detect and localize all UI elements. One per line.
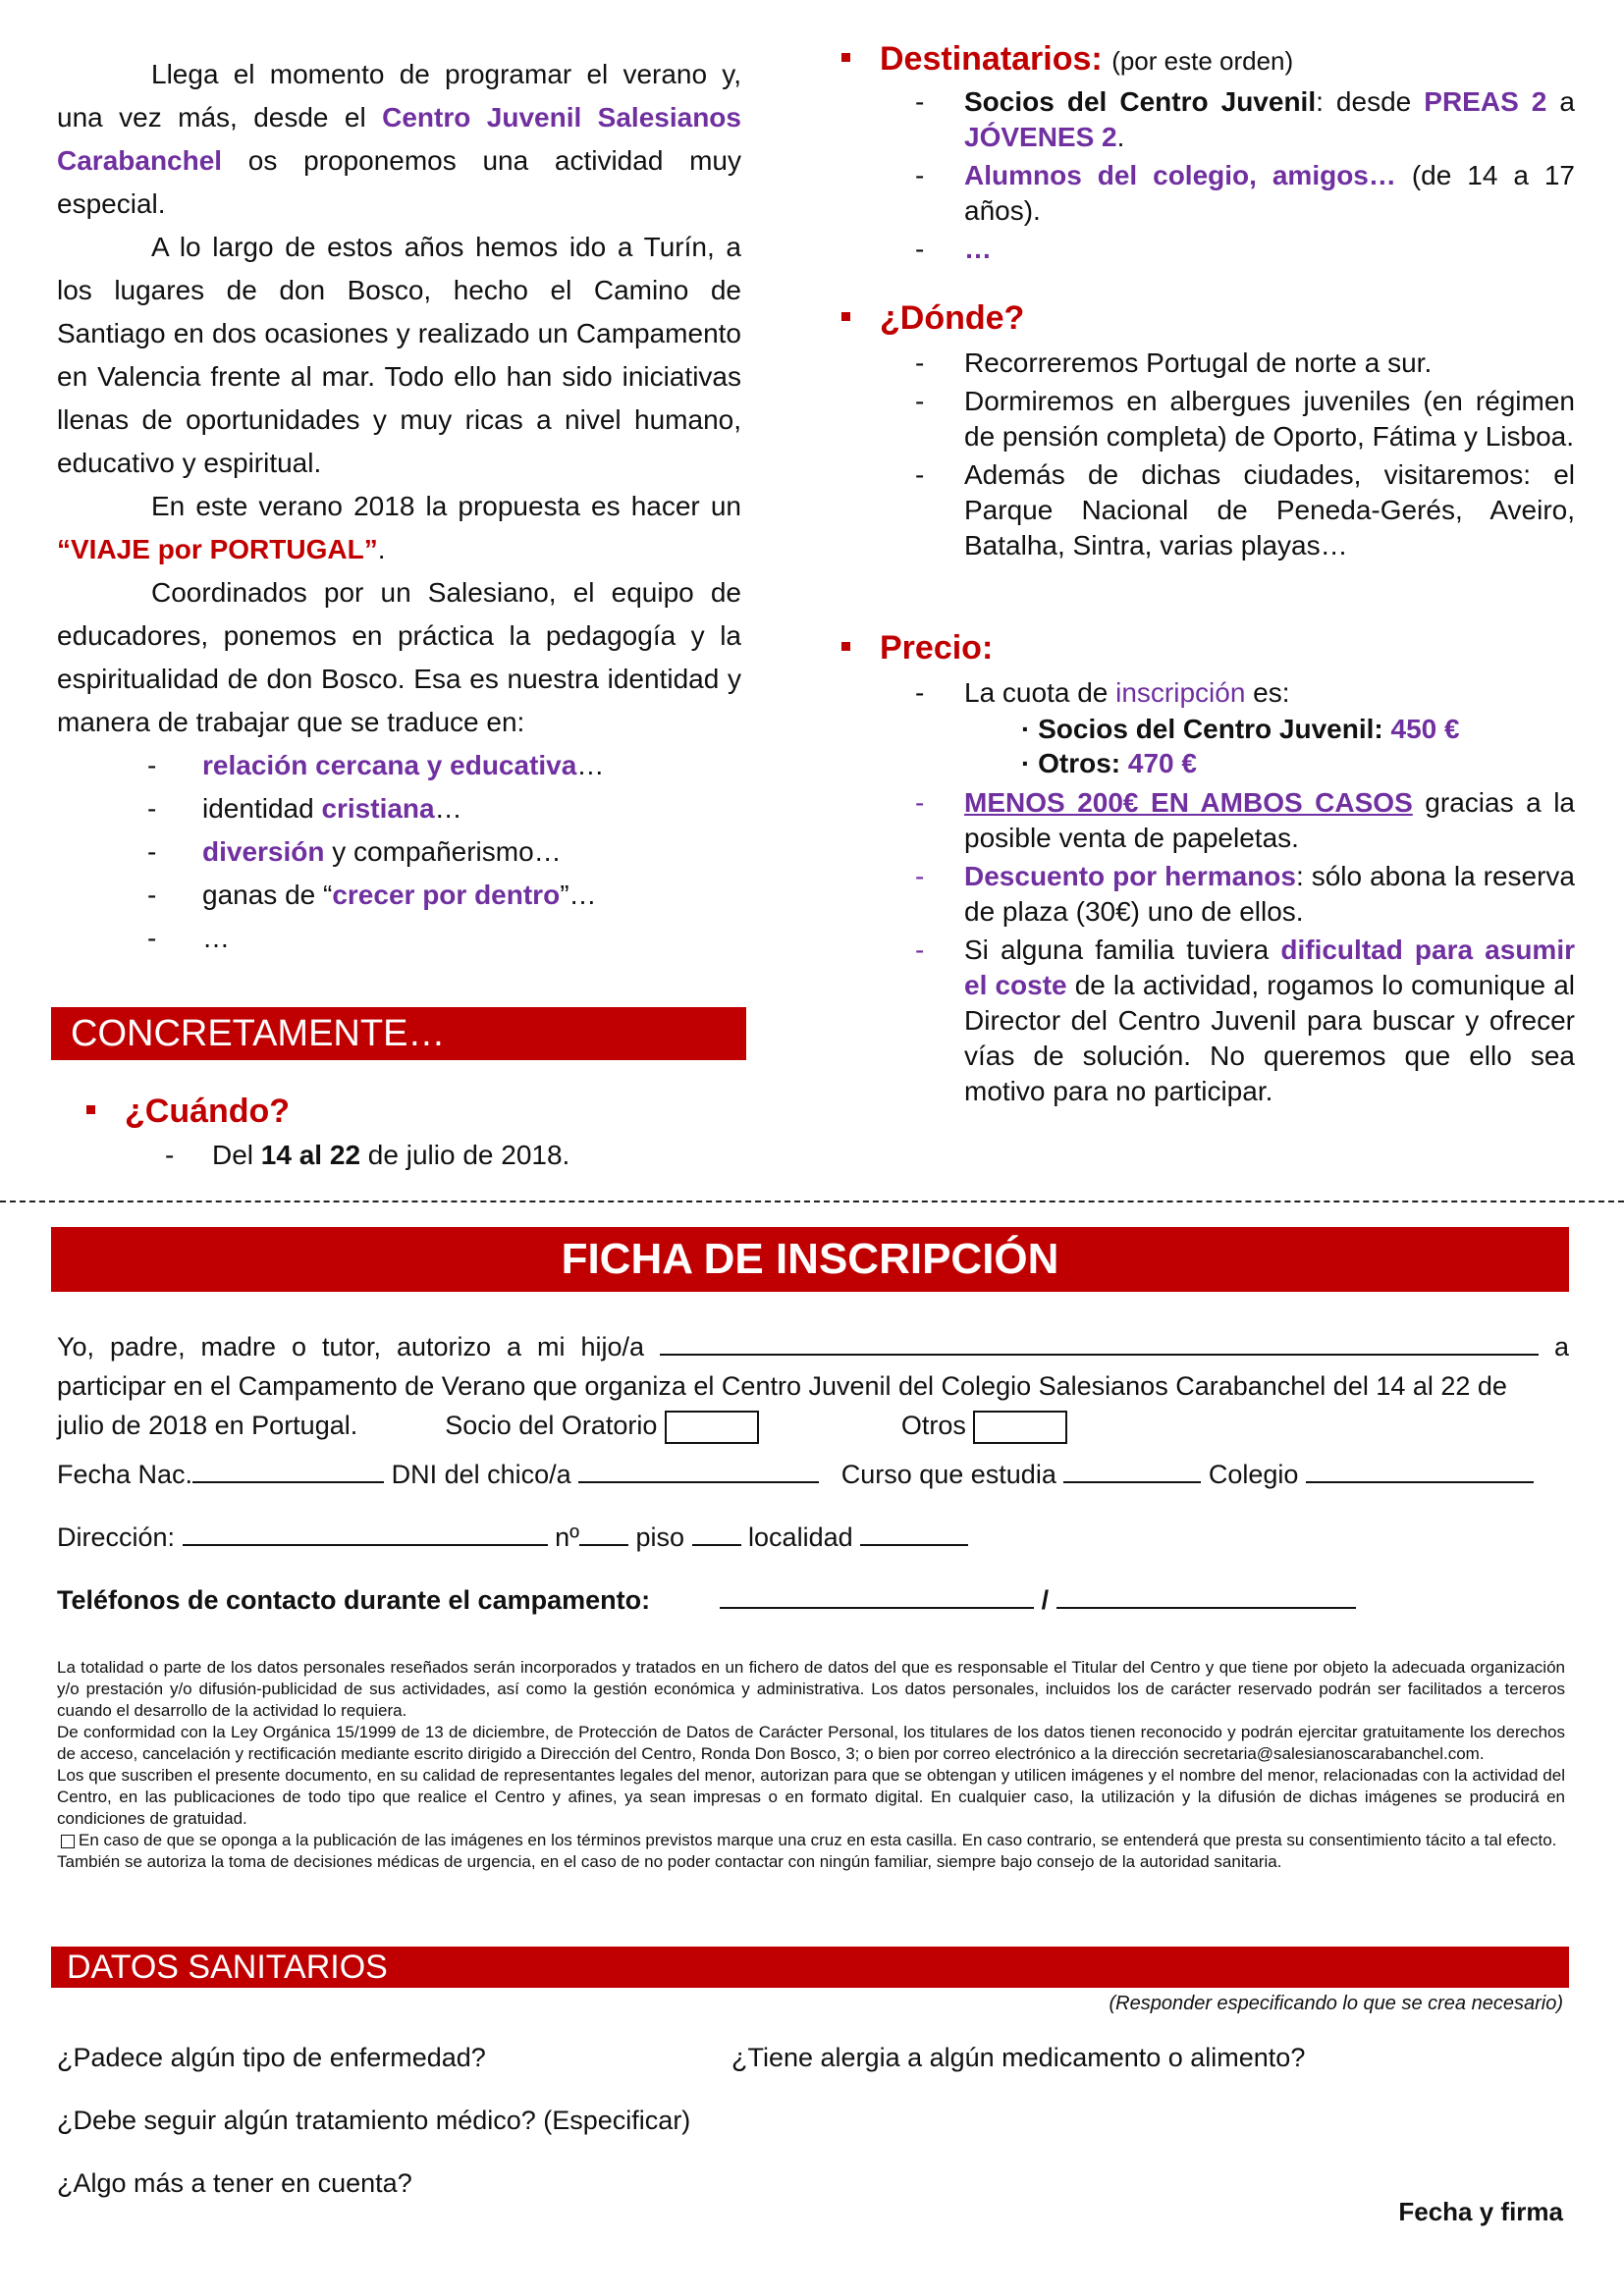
number-field[interactable] [579, 1519, 628, 1546]
cuando-heading: ¿Cuándo? [86, 1090, 290, 1133]
form-line-6: Teléfonos de contacto durante el campamento: / [57, 1580, 1569, 1620]
bullet-square-icon [841, 53, 850, 62]
list-item: - Socios del Centro Juvenil: desde PREAS 2 a JÓVENES 2. [915, 86, 1575, 152]
legal-checkbox-line: En caso de que se oponga a la publicación de las imágenes en los términos previstos marque una cruz en esta casilla. En caso contrario, se entenderá que presta su consentimiento tácito a tal efecto. [57, 1830, 1565, 1851]
list-item: - … [915, 234, 992, 264]
address-field[interactable] [183, 1519, 548, 1546]
intro-paragraph-2: A lo largo de estos años hemos ido a Turín, a los lugares de don Bosco, hecho el Camino de Santiago en dos ocasiones y realizado un Campamento en Valencia frente al mar. Todo ello han sido iniciativas llenas de oportunidades y muy ricas a nivel humano, educativo y espiritual. [57, 232, 741, 478]
question-otros: ¿Algo más a tener en cuenta? [57, 2168, 412, 2198]
list-item: - Alumnos del colegio, amigos… (de 14 a 17 años). [915, 160, 1575, 226]
donde-heading: ¿Dónde? [841, 296, 1024, 340]
destinatarios-list [915, 84, 1575, 270]
list-item: - … [147, 923, 230, 953]
question-enfermedad: ¿Padece algún tipo de enfermedad? [57, 2043, 486, 2072]
list-item: - Descuento por hermanos: sólo abona la reserva de plaza (30€) uno de ellos. [915, 861, 1575, 927]
legal-paragraph: Los que suscriben el presente documento, en su calidad de representantes legales del menor, autorizan para que se obtengan y utilicen imágenes y el nombre del menor, relacionadas con la actividad del Centro, en las publicaciones de todo tipo que realice el Centro y afines, ya sean impresas o en formato digital. En cualquier caso, la utilización y la difusión de dichas imágenes se producirá en condiciones de gratuidad. [57, 1766, 1565, 1828]
legal-paragraph: De conformidad con la Ley Orgánica 15/1999 de 13 de diciembre, de Protección de Datos de Carácter Personal, los titulares de los datos tienen reconocido y podrán ejercitar gratuitamente los derechos de acceso, cancelación y rectificación mediante escrito dirigido a Dirección del Centro, Ronda Don Bosco, 3; o bien por correo electrónico a la dirección secretaria@salesianoscarabanchel.com. [57, 1723, 1565, 1763]
school-field[interactable] [1306, 1456, 1534, 1483]
list-item: - diversión y compañerismo… [147, 836, 562, 867]
list-item: - identidad cristiana… [147, 793, 462, 824]
list-item: - ganas de “crecer por dentro”… [147, 880, 597, 910]
form-line-5: Dirección: nº piso localidad [57, 1518, 1569, 1557]
legal-paragraph: También se autoriza la toma de decisiones médicas de urgencia, en el caso de no poder contactar con ningún familiar, siempre bajo consejo de la autoridad sanitaria. [57, 1852, 1282, 1871]
form-line-4: Fecha Nac. DNI del chico/a Curso que estudia Colegio [57, 1455, 1569, 1494]
birthdate-field[interactable] [192, 1456, 384, 1483]
bullet-square-icon [841, 312, 850, 321]
course-field[interactable] [1063, 1456, 1201, 1483]
signature-label: Fecha y firma [1398, 2197, 1563, 2226]
list-item: - La cuota de inscripción es: [915, 677, 1290, 708]
bullet-square-icon [86, 1105, 95, 1114]
concretamente-heading: CONCRETAMENTE… [51, 1007, 746, 1060]
dni-field[interactable] [578, 1456, 819, 1483]
intro-text [57, 53, 741, 744]
list-item: - Además de dichas ciudades, visitaremos: el Parque Nacional de Peneda-Gerés, Aveiro, Batalha, Sintra, varias playas… [915, 459, 1575, 561]
precio-list-1 [915, 675, 1575, 714]
socio-checkbox[interactable] [665, 1411, 759, 1444]
floor-field[interactable] [692, 1519, 741, 1546]
precio-heading: Precio: [841, 626, 993, 669]
intro-paragraph-3: En este verano 2018 la propuesta es hacer un “VIAJE por PORTUGAL”. [57, 491, 741, 564]
intro-paragraph-1: Llega el momento de programar el verano y, una vez más, desde el Centro Juvenil Salesianos Carabanchel os proponemos una actividad muy especial. [57, 59, 741, 219]
list-item: - relación cercana y educativa… [147, 750, 605, 780]
phone-2-field[interactable] [1056, 1581, 1356, 1609]
legal-text [57, 1657, 1565, 1873]
form-line-3: julio de 2018 en Portugal. Socio del Oratorio Otros [57, 1406, 1569, 1445]
town-field[interactable] [860, 1519, 968, 1546]
child-name-field[interactable] [660, 1328, 1539, 1356]
precio-socios: · Socios del Centro Juvenil: 450 € [1021, 714, 1460, 744]
list-item: - Recorreremos Portugal de norte a sur. [915, 347, 1433, 378]
image-opt-out-checkbox[interactable] [61, 1835, 75, 1848]
donde-list [915, 346, 1575, 566]
precio-list-2 [915, 785, 1575, 1112]
traits-list [147, 744, 736, 960]
list-item: - Dormiremos en albergues juveniles (en régimen de pensión completa) de Oporto, Fátima y Lisboa. [915, 386, 1575, 452]
intro-paragraph-4: Coordinados por un Salesiano, el equipo de educadores, ponemos en práctica la pedagogía y la espiritualidad de don Bosco. Esa es nuestra identidad y manera de trabajar que se traduce en: [57, 577, 741, 737]
precio-amounts [1021, 712, 1571, 780]
question-alergia: ¿Tiene alergia a algún medicamento o alimento? [731, 2043, 1306, 2072]
legal-paragraph: La totalidad o parte de los datos personales reseñados serán incorporados y tratados en un fichero de datos del que es responsable el Titular del Centro y que tiene por objeto la adecuada organización y/o prestación y/o difusión-publicidad de sus actividades, así como la gestión económica y administrativa. Los datos personales, incluidos los de carácter reservado podrán ser facilitados a terceros cuando el desarrollo de la actividad lo requiera. [57, 1658, 1565, 1720]
ficha-title: FICHA DE INSCRIPCIÓN [51, 1227, 1569, 1292]
cuando-item: - Del 14 al 22 de julio de 2018. [165, 1140, 570, 1170]
form-line-1: Yo, padre, madre o tutor, autorizo a mi hijo/a a [57, 1327, 1569, 1366]
datos-sanitarios-heading: DATOS SANITARIOS [51, 1947, 1569, 1988]
destinatarios-heading: Destinatarios: (por este orden) [841, 37, 1293, 82]
precio-otros: · Otros: 470 € [1021, 748, 1197, 778]
bullet-square-icon [841, 642, 850, 651]
question-tratamiento: ¿Debe seguir algún tratamiento médico? (Especificar) [57, 2106, 691, 2135]
list-item: - MENOS 200€ EN AMBOS CASOS gracias a la posible venta de papeletas. [915, 787, 1576, 853]
datos-note: (Responder especificando lo que se crea necesario) [1109, 1993, 1563, 2014]
otros-checkbox[interactable] [973, 1411, 1067, 1444]
cut-line-divider [0, 1201, 1624, 1202]
phone-1-field[interactable] [720, 1581, 1034, 1609]
list-item: - Si alguna familia tuviera dificultad para asumir el coste de la actividad, rogamos lo comunique al Director del Centro Juvenil para buscar y ofrecer vías de solución. No queremos que ello sea motivo para no participar. [915, 934, 1576, 1106]
form-line-2: participar en el Campamento de Verano que organiza el Centro Juvenil del Colegio Salesianos Carabanchel del 14 al 22 de [57, 1371, 1507, 1401]
